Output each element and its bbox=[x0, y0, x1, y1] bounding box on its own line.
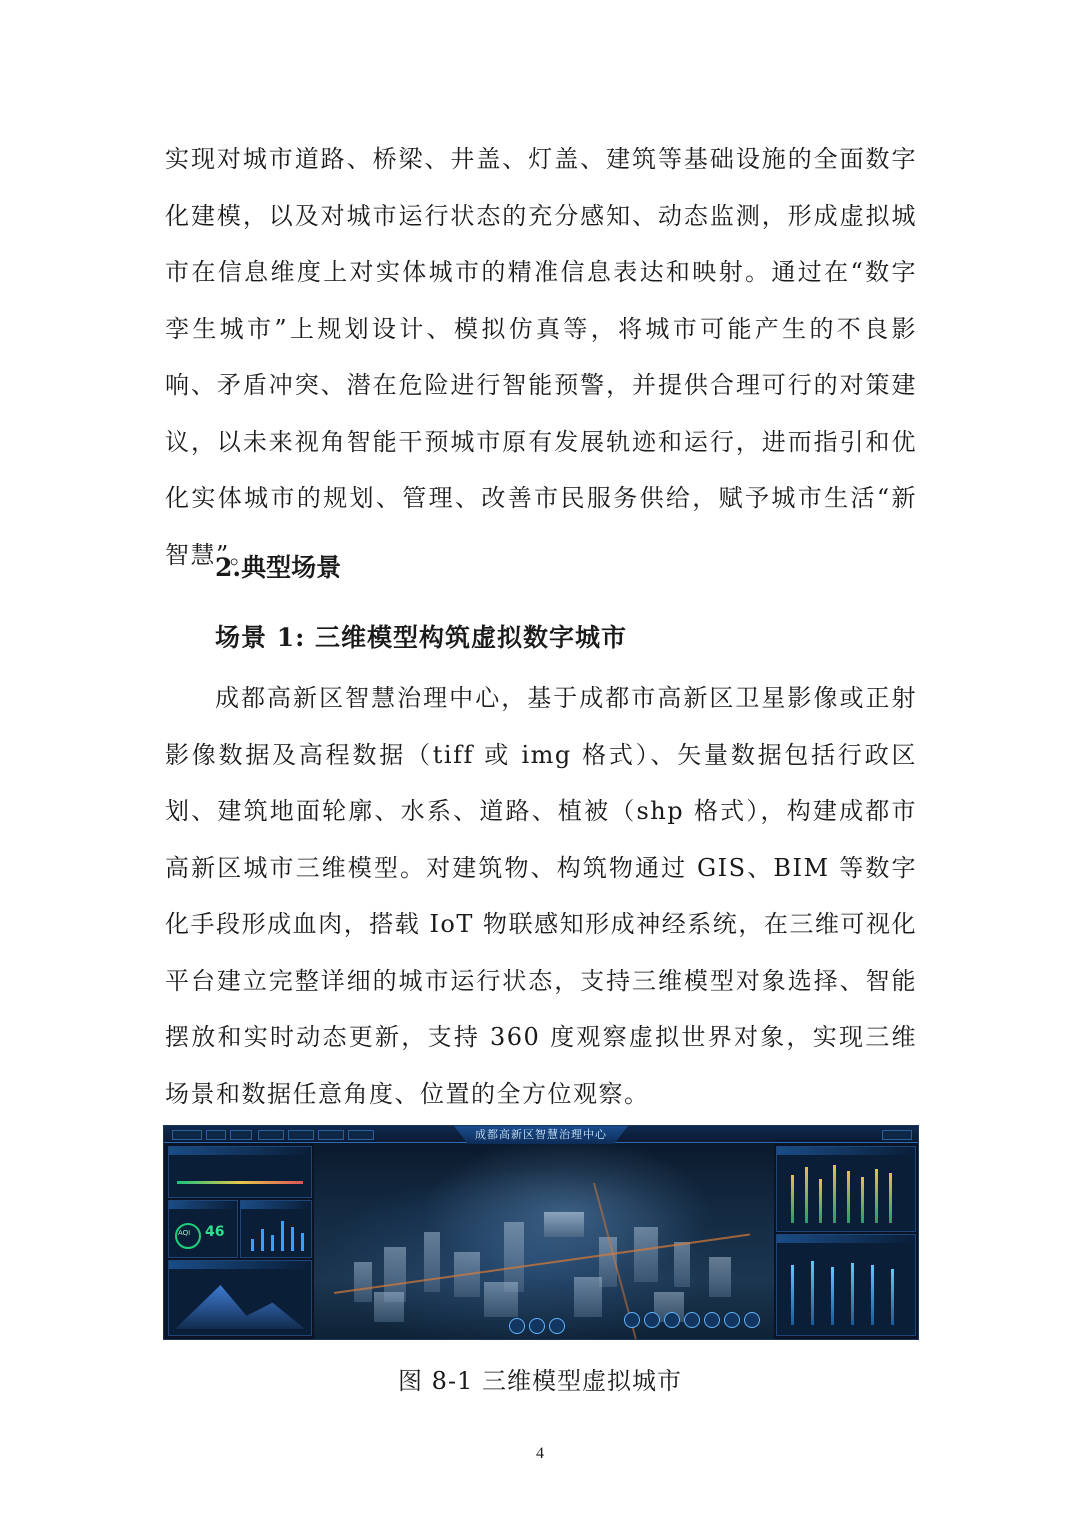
aqi-value: 46 bbox=[205, 1224, 225, 1240]
left-panel-top bbox=[168, 1146, 312, 1198]
body-paragraph-2: 成都高新区智慧治理中心，基于成都市高新区卫星影像或正射影像数据及高程数据（tiff 或 img 格式）、矢量数据包括行政区划、建筑地面轮廓、水系、道路、植被（shp 格式），构建成都市高新区城市三维模型。对建筑物、构筑物通过 GIS、BIM 等数字化手段形成血肉，搭载 IoT 物联感知形成神经系统，在三维可视化平台建立完整详细的城市运行状态，支持三维模型对象选择、智能摆放和实时动态更新，支持 360 度观察虚拟世界对象，实现三维场景和数据任意角度、位置的全方位观察。 bbox=[165, 684, 917, 1108]
aqi-panel bbox=[168, 1200, 238, 1258]
dashboard-figure bbox=[163, 1125, 919, 1340]
page-number: 4 bbox=[536, 1445, 544, 1462]
city-3d-model-view bbox=[314, 1142, 774, 1339]
body-paragraph-1: 实现对城市道路、桥梁、井盖、灯盖、建筑等基础设施的全面数字化建模，以及对城市运行状态的充分感知、动态监测，形成虚拟城市在信息维度上对实体城市的精准信息表达和映射。通过在“数字孪生城市”上规划设计、模拟仿真等，将城市可能产生的不良影响、矛盾冲突、潜在危险进行智能预警，并提供合理可行的对策建议，以未来视角智能干预城市原有发展轨迹和运行，进而指引和优化实体城市的规划、管理、改善市民服务供给，赋予城市生活“新智慧”。 bbox=[165, 145, 917, 569]
dashboard-title: 成都高新区智慧治理中心 bbox=[475, 1128, 607, 1141]
scene-heading: 场景 1: 三维模型构筑虚拟数字城市 bbox=[215, 623, 628, 652]
right-bar-chart-top bbox=[776, 1146, 916, 1232]
mini-bar-chart-panel bbox=[240, 1200, 312, 1258]
aqi-label: AQI bbox=[178, 1229, 191, 1237]
section-heading: 2.典型场景 bbox=[215, 553, 342, 582]
right-bar-chart-bottom bbox=[776, 1234, 916, 1336]
figure-caption: 图 8-1 三维模型虚拟城市 bbox=[398, 1367, 682, 1395]
area-chart-panel bbox=[168, 1260, 312, 1336]
